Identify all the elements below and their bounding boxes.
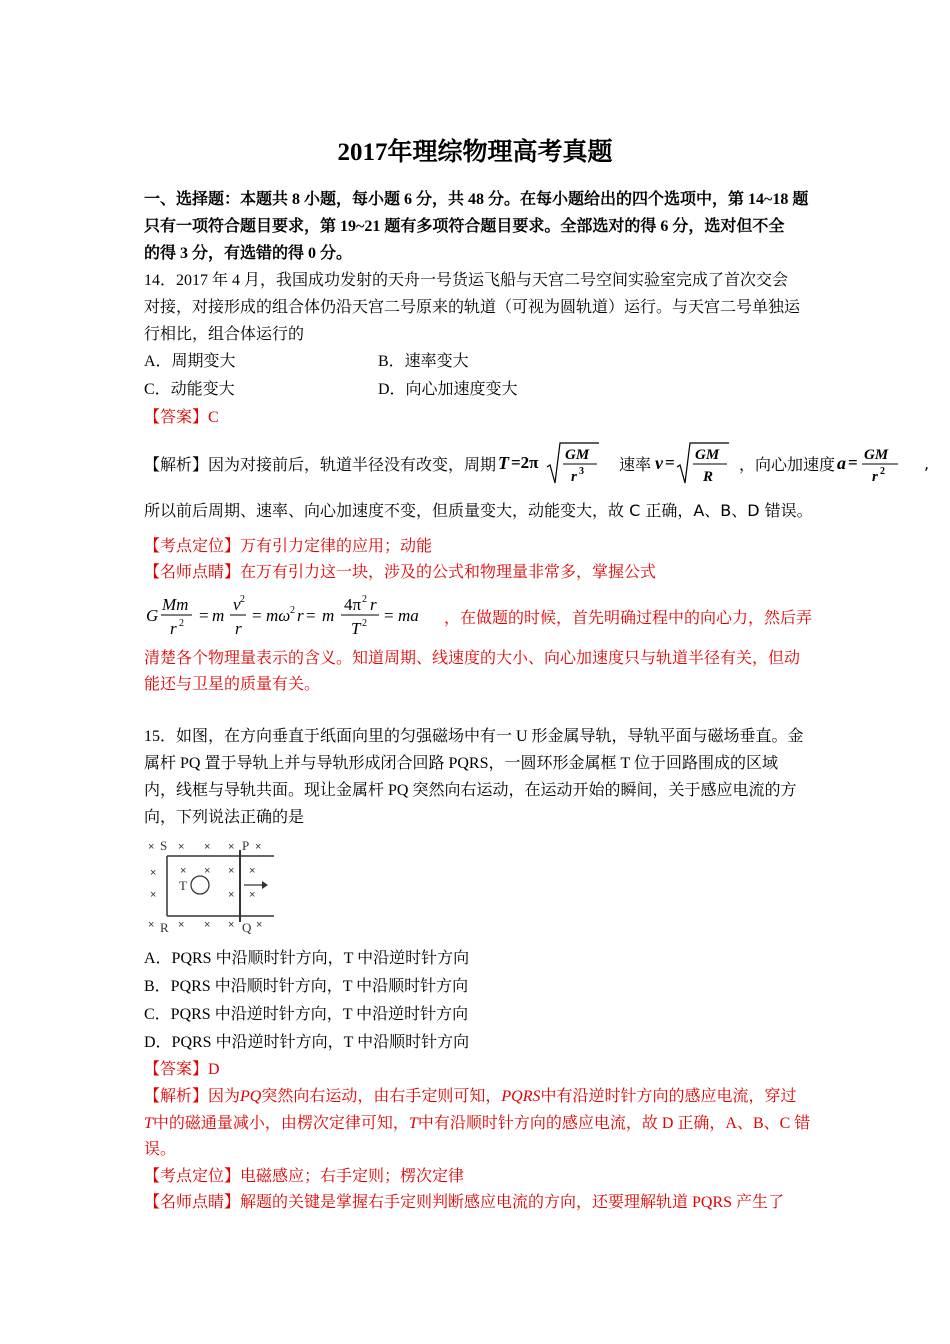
speed-symbol: v [655, 452, 664, 473]
svg-text:=: = [252, 606, 262, 625]
q15-analysis-2a: T [144, 1115, 153, 1132]
svg-text:r: r [872, 469, 878, 485]
svg-text:2: 2 [290, 605, 295, 616]
q15-stem-line2: 属杆 PQ 置于导轨上并与导轨形成闭合回路 PQRS，一圆环形金属框 T 位于回路围成的区域 [144, 755, 778, 772]
section-instructions-line2: 只有一项符合题目要求，第 19~21 题有多项符合题目要求。全部选对的得 6 分，选对但不全 [144, 218, 785, 235]
field-cross: × [249, 889, 256, 901]
svg-text:2: 2 [179, 618, 184, 629]
q15-analysis-line3: 误。 [144, 1141, 177, 1158]
field-cross: × [148, 919, 155, 931]
field-cross: × [204, 865, 211, 877]
formula-tail: ，在做题的时候，首先明确过程中的向心力，然后弄 [444, 609, 813, 627]
q14-dianjing: 【名师点睛】在万有引力这一块，涉及的公式和物理量非常多，掌握公式 [144, 564, 657, 581]
svg-text:2: 2 [362, 618, 367, 629]
accel-symbol: a [837, 452, 847, 473]
q14-stem-line3: 行相比，组合体运行的 [144, 326, 305, 343]
svg-text:r: r [571, 469, 577, 485]
svg-text:GM: GM [565, 447, 590, 463]
svg-text:T: T [351, 619, 361, 638]
q15-analysis-2d: 中有沿顺时针方向的感应电流，故 D 正确，A、B、C 错 [417, 1115, 811, 1132]
field-cross: × [228, 889, 235, 901]
speed-formula [663, 439, 733, 487]
q14-stem-line1: 14．2017 年 4 月，我国成功发射的天舟一号货运飞船与天宫二号空间实验室完成了首次交会 [144, 272, 789, 289]
svg-text:4π: 4π [344, 595, 362, 614]
label-t: T [179, 878, 187, 893]
q14-option-a: A．周期变大 [144, 353, 236, 370]
svg-text:=: = [665, 453, 675, 472]
q15-analysis-1a: 【解析】因为 [144, 1088, 241, 1105]
q15-analysis-2b: 中的磁通量减小，由楞次定律可知， [152, 1115, 409, 1132]
q14-option-d: D．向心加速度变大 [378, 381, 518, 398]
period-symbol: T [498, 452, 510, 473]
svg-text:=2π: =2π [511, 453, 539, 472]
svg-text:r: r [370, 595, 377, 614]
field-cross: × [150, 867, 157, 879]
q15-stem-line4: 向，下列说法正确的是 [144, 809, 305, 826]
svg-text:r: r [235, 619, 242, 638]
q15-answer: 【答案】D [144, 1061, 220, 1078]
q15-analysis-1d: PQRS [501, 1088, 541, 1105]
page-title: 2017年理综物理高考真题 [337, 139, 613, 166]
q14-kaodian: 【考点定位】万有引力定律的应用；动能 [144, 538, 433, 555]
field-cross: × [178, 919, 185, 931]
q15-analysis-1c: 突然向右运动，由右手定则可知， [261, 1088, 502, 1105]
period-formula [509, 439, 601, 487]
svg-text:2: 2 [240, 594, 245, 605]
q15-option-a: A．PQRS 中沿顺时针方向，T 中沿逆时针方向 [144, 950, 470, 967]
field-cross: × [148, 841, 155, 853]
q15-kaodian: 【考点定位】电磁感应；右手定则；楞次定律 [144, 1168, 465, 1185]
field-cross: × [228, 919, 235, 931]
q14-analysis-prefix: 【解析】因为对接前后，轨道半径没有改变，周期 [144, 454, 497, 474]
svg-text:3: 3 [579, 466, 585, 477]
q15-analysis-2c: T [408, 1115, 418, 1132]
field-cross: × [150, 889, 157, 901]
gravitation-formula [144, 590, 444, 642]
accel-formula [846, 439, 906, 487]
field-cross: × [228, 841, 235, 853]
label-r: R [160, 920, 169, 935]
q15-option-b: B．PQRS 中沿顺时针方向，T 中沿顺时针方向 [144, 978, 469, 995]
q14-analysis-line1: 【解析】因为对接前后，轨道半径没有改变，周期 T =2π GM r 3 速率 v = GM R ，向心加速度 a = GM r 2 , [144, 438, 929, 488]
q14-option-c: C．动能变大 [144, 381, 235, 398]
q15-stem-line3: 内，线框与导轨共面。现让金属杆 PQ 突然向右运动，在运动开始的瞬间，关于感应电流的方 [144, 782, 797, 799]
q15-stem-line1: 15．如图，在方向垂直于纸面向里的匀强磁场中有一 U 形金属导轨，导轨平面与磁场垂直。金 [144, 728, 804, 745]
svg-text:r: r [170, 619, 177, 638]
svg-text:=: = [848, 453, 858, 472]
label-q: Q [242, 920, 252, 935]
q15-analysis-1e: 中有沿逆时针方向的感应电流，穿过 [540, 1088, 797, 1105]
svg-text:R: R [703, 469, 714, 485]
svg-text:=: = [306, 606, 316, 625]
field-cross: × [178, 841, 185, 853]
q15-analysis-line1 [144, 1083, 796, 1111]
field-cross: × [249, 865, 256, 877]
svg-text:GM: GM [695, 447, 720, 463]
q14-formula-line [144, 590, 812, 642]
q14-dianjing-line2: 清楚各个物理量表示的含义。知道周期、线速度的大小、向心加速度只与轨道半径有关，但动 [144, 650, 801, 667]
svg-text:Mm: Mm [162, 595, 189, 614]
q14-analysis-line2: 所以前后周期、速率、向心加速度不变，但质量变大，动能变大，故 C 正确，A、B、D 错误。 [144, 501, 813, 520]
q15-analysis-1b: PQ [240, 1088, 262, 1105]
section-instructions-line3: 的得 3 分，有选错的得 0 分。 [144, 245, 353, 262]
label-p: P [242, 838, 250, 853]
svg-text:2: 2 [880, 466, 886, 477]
svg-text:GM: GM [864, 447, 889, 463]
q14-answer: 【答案】C [144, 409, 219, 426]
field-cross: × [180, 865, 187, 877]
q15-circuit-figure [144, 836, 284, 936]
section-instructions-line1: 一、选择题：本题共 8 小题，每小题 6 分，共 48 分。在每小题给出的四个选项中，第 14~18 题 [144, 191, 809, 208]
svg-text:2: 2 [362, 594, 367, 605]
field-cross: × [255, 841, 262, 853]
field-cross: × [204, 841, 211, 853]
speed-prefix: 速率 [619, 454, 652, 474]
svg-text:=: = [199, 606, 209, 625]
q14-stem-line2: 对接，对接形成的组合体仍沿天宫二号原来的轨道（可视为圆轨道）运行。与天宫二号单独运 [144, 299, 801, 316]
field-cross: × [256, 919, 263, 931]
svg-text:r: r [297, 606, 304, 625]
svg-text:ma: ma [398, 606, 419, 625]
q15-dianjing: 【名师点睛】解题的关键是掌握右手定则判断感应电流的方向，还要理解轨道 PQRS 产生了 [144, 1194, 785, 1211]
svg-text:v: v [233, 595, 241, 614]
q15-analysis-line2 [144, 1110, 810, 1138]
q14-dianjing-line3: 能还与卫星的质量有关。 [144, 676, 321, 693]
accel-prefix: ，向心加速度 [739, 454, 836, 474]
field-cross: × [204, 919, 211, 931]
svg-text:m: m [212, 606, 225, 625]
q14-option-b: B．速率变大 [378, 353, 469, 370]
q15-option-c: C．PQRS 中沿逆时针方向，T 中沿逆时针方向 [144, 1006, 469, 1023]
svg-text:m: m [322, 606, 335, 625]
svg-text:=: = [384, 606, 394, 625]
svg-text:mω: mω [266, 606, 291, 625]
label-s: S [160, 838, 168, 853]
q15-option-d: D．PQRS 中沿逆时针方向，T 中沿顺时针方向 [144, 1034, 470, 1051]
svg-text:G: G [146, 606, 159, 625]
field-cross: × [228, 865, 235, 877]
